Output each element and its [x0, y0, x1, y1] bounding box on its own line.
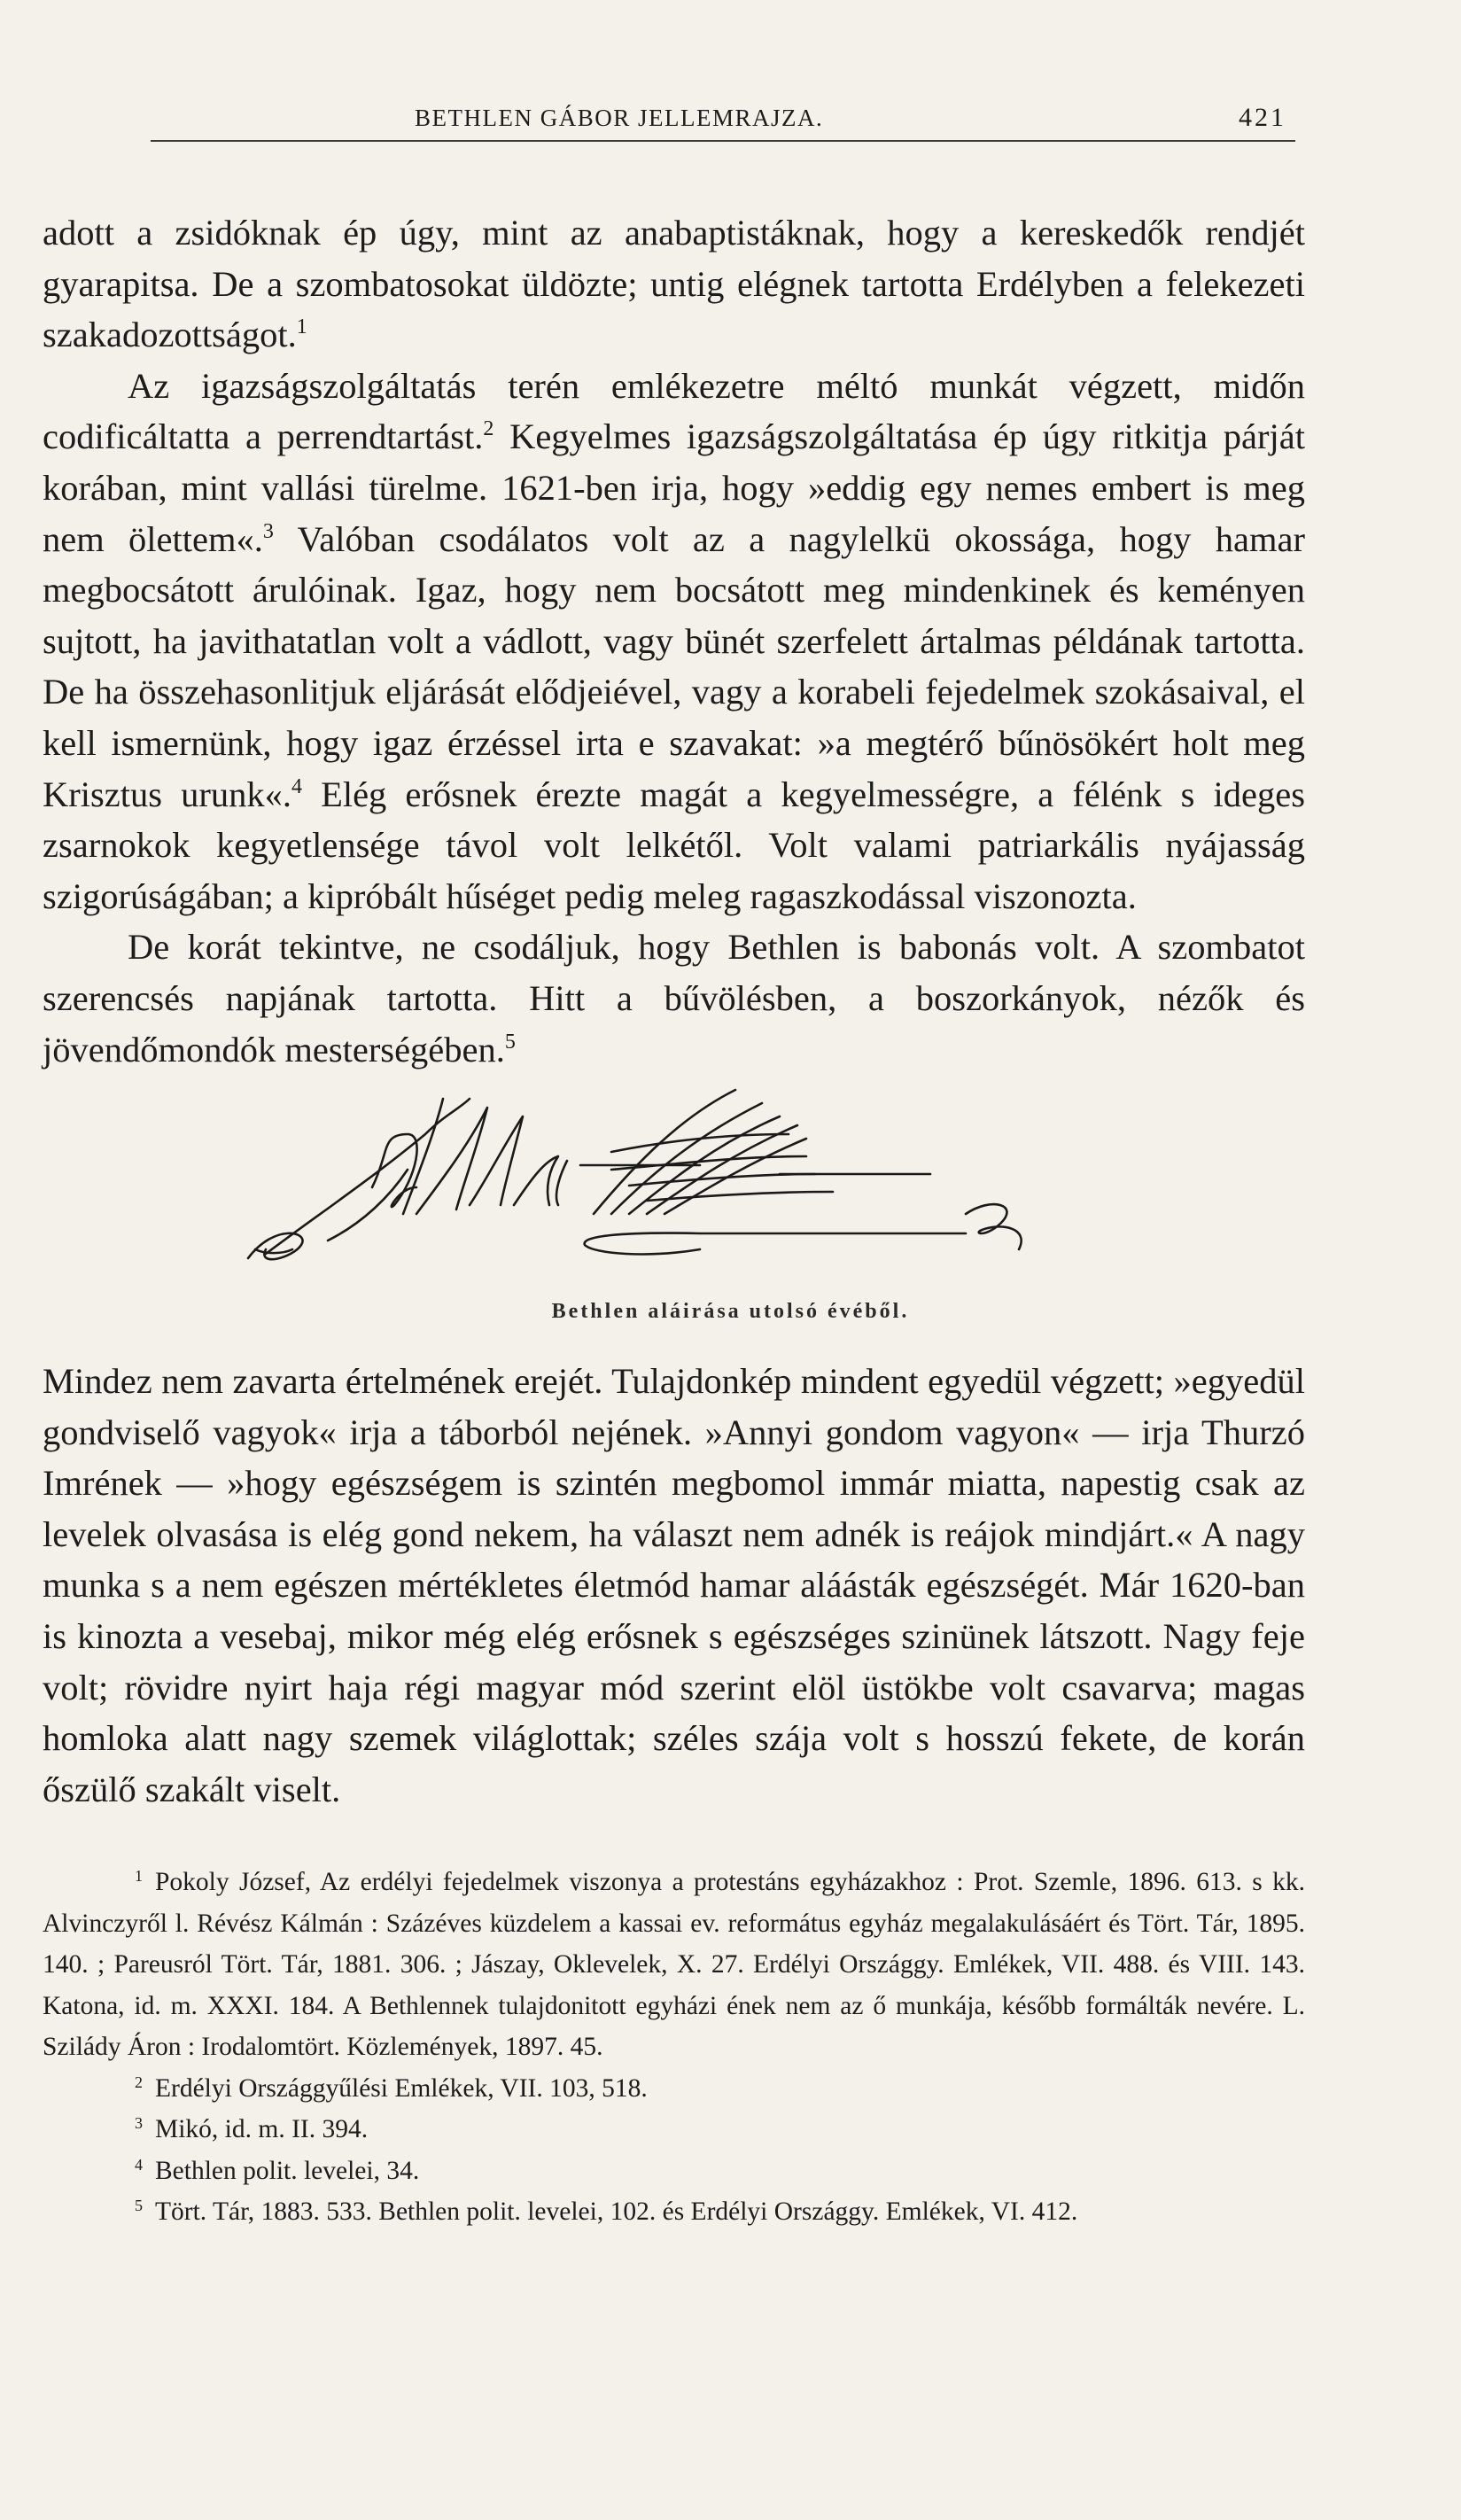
footnote-number: 1: [135, 1867, 143, 1885]
footnote-reference: 2: [483, 417, 494, 441]
paragraph: [43, 1356, 1305, 1815]
footnote: [43, 2068, 1305, 2110]
paragraph: [43, 922, 1305, 1075]
paragraph-text: Kegyelmes igazságszolgáltatása ép úgy ritkitja párját korában, mint vallási türelme. 1621-ben irja, hogy »eddig egy nemes embert is meg nem ölettem«.: [43, 416, 1305, 559]
footnote-text: Erdélyi Országgyűlési Emlékek, VII. 103, 518.: [155, 2073, 648, 2103]
bethlen-signature-image: [239, 1081, 1152, 1294]
paragraph-text: Mindez nem zavarta értelmének erejét. Tulajdonkép mindent egyedül végzett; »egyedül gondviselő vagyok« irja a táborból nejének. »Annyi gondom vagyon« — irja Thurzó Imrének — »hogy egészségem is szintén megbomol immár miatta, napestig csak az levelek olvasása is elég gond nekem, ha választ nem adnék is reájok mindjárt.« A nagy munka s a nem egészen mértékletes életmód hamar aláásták egészségét. Már 1620-ban is kinozta a vesebaj, mikor még elég erősnek s egészséges szinünek látszott. Nagy feje volt; rövidre nyirt haja régi magyar mód szerint elöl üstökbe volt csavarva; magas homloka alatt nagy szemek világlottak; széles szája volt s hosszú fekete, de korán őszülő szakált viselt.: [43, 1361, 1305, 1809]
footnote-text: Pokoly József, Az erdélyi fejedelmek viszonya a protestáns egyházakhoz : Prot. Szemle, 1896. 613. s kk. Alvinczyről l. Révész Kálmán : Százéves küzdelem a kassai ev. református egyház megalakulásáért és Tört. Tár, 1895. 140. ; Pareusról Tört. Tár, 1881. 306. ; Jászay, Oklevelek, X. 27. Erdélyi Országgy. Emlékek, VII. 488. és VIII. 143. Katona, id. m. XXXI. 184. A Bethlennek tulajdonitott egyházi ének nem az ő munkája, később formálták nevére. L. Szilády Áron : Irodalomtört. Közlemények, 1897. 45.: [43, 1868, 1305, 2061]
footnote: [43, 2109, 1305, 2151]
footnote-number: 3: [135, 2114, 143, 2132]
footnote-number: 2: [135, 2073, 143, 2091]
footnote-number: 5: [135, 2197, 143, 2214]
footnote-reference: 4: [291, 774, 302, 798]
body-text-before-signature: [43, 207, 1305, 1075]
footnotes: [43, 1862, 1305, 2233]
footnote-text: Mikó, id. m. II. 394.: [155, 2115, 369, 2143]
paragraph-text: Az igazságszolgáltatás terén emlékezetre méltó munkát végzett, midőn codificáltatta a perrendtartást.: [43, 365, 1305, 457]
paragraph-text: adott a zsidóknak ép úgy, mint az anabaptistáknak, hogy a kereskedők rendjét gyarapitsa. De a szombatosokat üldözte; untig elégnek tartotta Erdélyben a felekezeti szakadozottságot.: [43, 213, 1305, 355]
paragraph-text: De korát tekintve, ne csodáljuk, hogy Bethlen is babonás volt. A szombatot szerencsés napjának tartotta. Hitt a bűvölésben, a boszorkányok, nézők és jövendőmondók mesterségében.: [43, 927, 1305, 1069]
footnote: [43, 2191, 1305, 2233]
page-header: [151, 99, 1295, 142]
footnote-reference: 1: [296, 315, 307, 339]
footnote: [43, 2151, 1305, 2192]
footnote-reference: 3: [262, 519, 274, 543]
footnote-number: 4: [135, 2155, 143, 2174]
footnote: [43, 1862, 1305, 2068]
footnote-reference: 5: [504, 1030, 516, 1054]
footnote-text: Bethlen polit. levelei, 34.: [155, 2156, 420, 2185]
page-number: 421: [1239, 103, 1286, 132]
paragraph: [43, 361, 1305, 922]
paragraph-text: Valóban csodálatos volt az a nagylelkü okossága, hogy hamar megbocsátott árulóinak. Igaz, hogy nem bocsátott meg mindenkinek és keményen sujtott, ha javithatatlan volt a vádlott, vagy bünét szerfelett ártalmas példának tartotta. De ha összehasonlitjuk eljárását elődjeiével, vagy a korabeli fejedelmek szokásaival, el kell ismernünk, hogy igaz érzéssel irta e szavakat: »a megtérő bűnösökért holt meg Krisztus urunk«.: [43, 518, 1305, 814]
footnote-text: Tört. Tár, 1883. 533. Bethlen polit. levelei, 102. és Erdélyi Országgy. Emlékek, VI. 412.: [155, 2197, 1078, 2226]
body-text-after-signature: [43, 1356, 1305, 1815]
paragraph-text: Elég erősnek érezte magát a kegyelmességre, a félénk s ideges zsarnokok kegyetlensége távol volt lelkétől. Volt valami patriarkális nyájasság szigorúságában; a kipróbált hűséget pedig meleg ragaszkodással viszonozta.: [43, 774, 1305, 916]
running-title: BETHLEN GÁBOR JELLEMRAJZA.: [415, 105, 824, 131]
paragraph: [43, 207, 1305, 361]
signature-caption: Bethlen aláirása utolsó évéből.: [551, 1300, 910, 1323]
